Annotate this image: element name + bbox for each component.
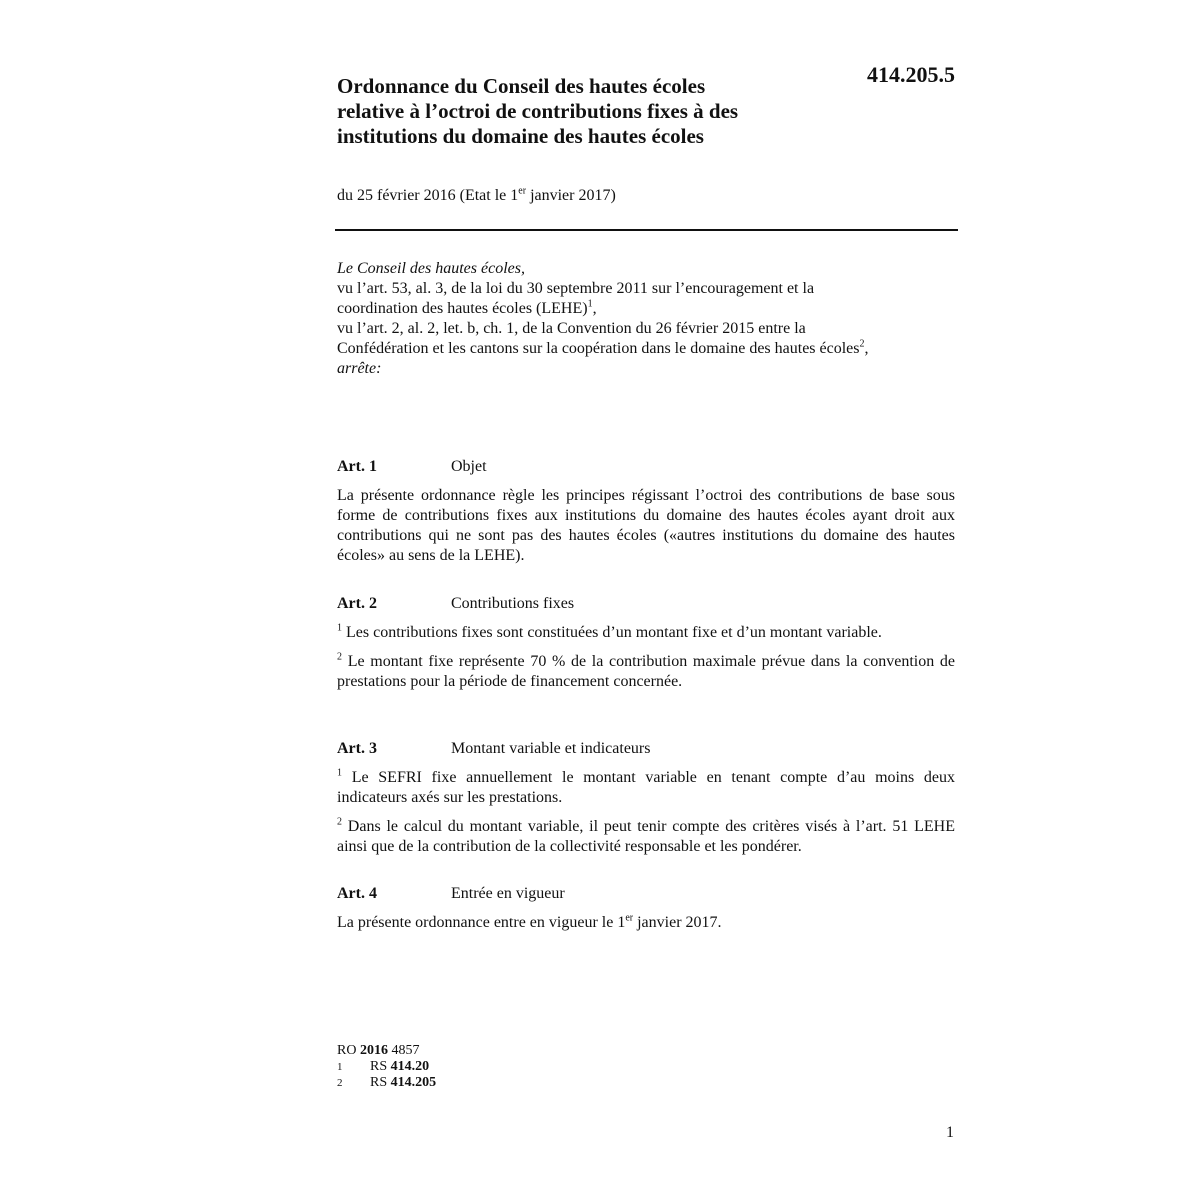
footnote-ref-number[interactable]: 414.20	[390, 1059, 430, 1074]
preamble-council: Le Conseil des hautes écoles,	[337, 260, 525, 277]
article-2	[337, 594, 955, 701]
article-heading	[337, 594, 955, 614]
footnote-mark: 1	[337, 1061, 343, 1073]
article-heading	[337, 884, 955, 904]
article-title: Montant variable et indicateurs	[451, 740, 651, 757]
footnote-item	[337, 1075, 436, 1091]
title-divider	[335, 229, 958, 231]
article-4	[337, 884, 955, 942]
paragraph-superscript: er	[625, 912, 634, 924]
article-heading	[337, 457, 955, 477]
article-heading	[337, 739, 955, 759]
article-paragraph	[337, 817, 955, 857]
publication-reference	[337, 1043, 436, 1059]
title-line: institutions du domaine des hautes écoles	[337, 124, 704, 148]
footnote-prefix: RS	[370, 1075, 391, 1090]
preamble-decree: arrête:	[337, 360, 382, 377]
paragraph-text: Les contributions fixes sont constituées d’un montant fixe et d’un montant variable.	[346, 624, 882, 641]
article-number: Art. 4	[337, 885, 377, 902]
preamble-line: coordination des hautes écoles (LEHE)$^1$,	[337, 298, 597, 317]
preamble-line: Confédération et les cantons sur la coopération dans le domaine des hautes écoles$^2$,	[337, 338, 869, 357]
paragraph-text: janvier 2017.	[633, 914, 722, 931]
article-number: Art. 3	[337, 740, 377, 757]
paragraph-text: Le SEFRI fixe annuellement le montant variable en tenant compte d’au moins deux indicateurs axés sur les prestations.	[337, 769, 956, 806]
article-paragraph	[337, 652, 955, 692]
article-paragraph	[337, 913, 955, 933]
preamble	[337, 259, 957, 379]
footnote-ref[interactable]: 2	[859, 338, 865, 350]
article-number: Art. 2	[337, 595, 377, 612]
preamble-line: vu l’art. 53, al. 3, de la loi du 30 septembre 2011 sur l’encouragement et la	[337, 280, 815, 297]
article-number: Art. 1	[337, 458, 377, 475]
article-title: Objet	[451, 458, 487, 475]
document-date	[337, 187, 616, 205]
paragraph-text: La présente ordonnance entre en vigueur le 1	[337, 914, 626, 931]
article-paragraph: La présente ordonnance règle les principes régissant l’octroi des contributions de base sous forme de contributions fixes aux institutions du domaine des hautes écoles ayant droit aux contributions qui ne sont pas des hautes écoles («autres institutions du domaine des hautes écoles» au sens de la LEHE).	[337, 487, 955, 564]
article-3	[337, 739, 955, 866]
footnote-item	[337, 1059, 436, 1075]
article-title: Entrée en vigueur	[451, 885, 565, 902]
document-title	[337, 74, 837, 149]
page-number: 1	[946, 1124, 954, 1141]
title-line: Ordonnance du Conseil des hautes écoles	[337, 74, 706, 98]
footnote-ref-number[interactable]: 414.205	[390, 1075, 437, 1090]
paragraph-text: Dans le calcul du montant variable, il peut tenir compte des critères visés à l’art. 51 LEHE ainsi que de la contribution de la collectivité responsable et les pondérer.	[337, 818, 956, 855]
article-paragraph	[337, 623, 955, 643]
article-title: Contributions fixes	[451, 595, 575, 612]
footnote-prefix: RS	[370, 1059, 391, 1074]
footnote-mark: 2	[337, 1077, 343, 1089]
preamble-line: vu l’art. 2, al. 2, let. b, ch. 1, de la Convention du 26 février 2015 entre la	[337, 320, 806, 337]
paragraph-number: 2	[337, 651, 342, 663]
footnote-text	[370, 1075, 436, 1091]
footnote-ref[interactable]: 1	[587, 298, 593, 310]
ro-page: 4857	[387, 1043, 420, 1058]
preamble-text: coordination des hautes écoles (LEHE)	[337, 300, 588, 317]
footnote-text	[370, 1059, 429, 1075]
date-suffix: janvier 2017)	[526, 187, 616, 204]
ro-year: 2016	[359, 1043, 388, 1058]
paragraph-number: 1	[337, 767, 342, 779]
document-number: 414.205.5	[867, 62, 955, 87]
ro-prefix: RO	[337, 1043, 360, 1058]
footnotes	[337, 1043, 436, 1091]
date-prefix: du 25 février 2016 (Etat le 1	[337, 187, 519, 204]
preamble-text: Confédération et les cantons sur la coopération dans le domaine des hautes écoles	[337, 340, 860, 357]
article-paragraph	[337, 768, 955, 808]
title-line: relative à l’octroi de contributions fixes à des	[337, 99, 739, 123]
paragraph-number: 1	[337, 622, 342, 634]
paragraph-text: Le montant fixe représente 70 % de la contribution maximale prévue dans la convention de prestations pour la période de financement concernée.	[337, 653, 956, 690]
paragraph-number: 2	[337, 816, 342, 828]
date-superscript: er	[518, 185, 527, 197]
article-1	[337, 457, 955, 575]
